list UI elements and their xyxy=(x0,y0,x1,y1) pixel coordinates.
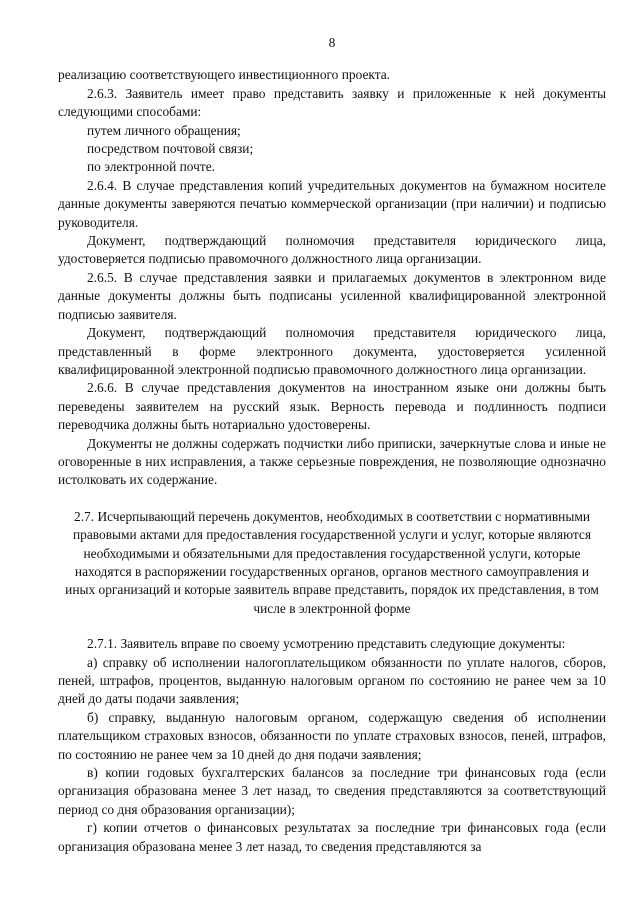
list-item-personal: путем личного обращения; xyxy=(87,122,241,138)
list-item-a: а) справку об исполнении налогоплательщиком обязанности по уплате налогов, сборов, пеней, штрафов, процентов, выданную налоговым органом по состоянию не ранее чем за 10 дней до даты подачи заявления; xyxy=(58,654,606,707)
list-item-b: б) справку, выданную налоговым органом, содержащую сведения об исполнении плательщиком страховых взносов, обязанности по уплате страховых взносов, пеней, штрафов, по состоянию не ранее чем за 10 дней до дня подачи заявления; xyxy=(58,709,606,762)
paragraph-continuation: реализацию соответствующего инвестиционного проекта. xyxy=(58,67,391,83)
paragraph-2-6-6: 2.6.6. В случае представления документов на иностранном языке они должны быть переведены заявителем на русский язык. Верность перевода и подлинность подписи переводчика должны быть нотариально удостоверены. xyxy=(58,380,606,433)
paragraph-2-6-5: 2.6.5. В случае представления заявки и прилагаемых документов в электронном виде данные документы должны быть подписаны усиленной квалифицированной электронной подписью заявителя. xyxy=(58,269,606,322)
paragraph-2-7-1: 2.7.1. Заявитель вправе по своему усмотрению представить следующие документы: xyxy=(87,636,566,652)
section-heading-2-7: 2.7. Исчерпывающий перечень документов, необходимых в соответствии с нормативными правовыми актами для предоставления государственной услуги и услуг, которые являются необходимыми и обязательными для предоставления государственной услуги, которые находятся в распоряжении государственных органов, органов местного самоуправления и иных организаций и которые заявитель вправе представить, порядок их представления, в том числе в электронной форме xyxy=(65,508,599,616)
paragraph-electronic-authority: Документ, подтверждающий полномочия представителя юридического лица, представленный в форме электронного документа, удостоверяется усиленной квалифицированной электронной подписью правомочного должностного лица организации. xyxy=(58,325,606,377)
paragraph-2-6-3: 2.6.3. Заявитель имеет право представить заявку и приложенные к ней документы следующими способами: xyxy=(58,85,606,120)
list-item-postal: посредством почтовой связи; xyxy=(87,141,254,157)
paragraph-no-corrections: Документы не должны содержать подчистки либо приписки, зачеркнутые слова и иные не оговоренные в них исправления, а также серьезные повреждения, не позволяющие однозначно истолковать их содержание. xyxy=(58,435,606,488)
list-item-v: в) копии годовых бухгалтерских балансов за последние три финансовых года (если организация образована менее 3 лет назад, то сведения представляются за соответствующий период со дня образования организации); xyxy=(58,765,606,817)
paragraph-2-6-4: 2.6.4. В случае представления копий учредительных документов на бумажном носителе данные документы заверяются печатью коммерческой организации (при наличии) и подписью руководителя. xyxy=(58,177,606,230)
paragraph-authority-document: Документ, подтверждающий полномочия представителя юридического лица, удостоверяется подписью правомочного должностного лица организации. xyxy=(58,233,606,267)
page-number: 8 xyxy=(328,35,336,50)
list-item-g: г) копии отчетов о финансовых результатах за последние три финансовых года (если организация образована менее 3 лет назад, то сведения представляются за xyxy=(58,820,606,854)
list-item-email: по электронной почте. xyxy=(87,159,216,175)
